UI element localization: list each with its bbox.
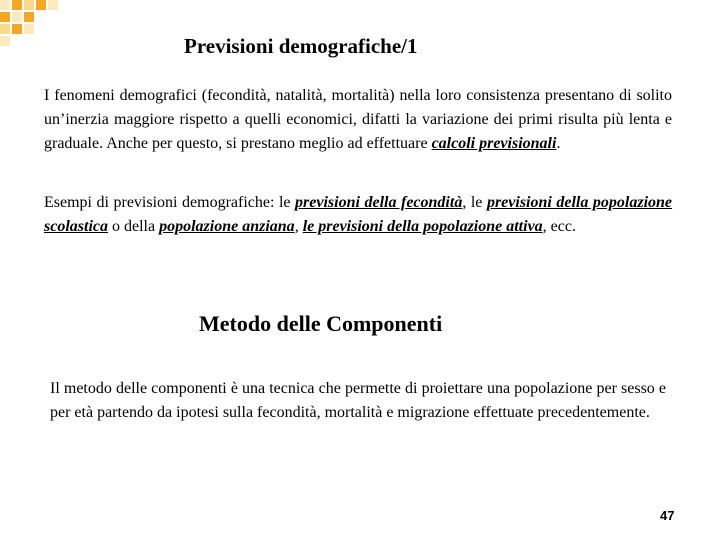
examples-sep1: , le <box>462 194 487 211</box>
examples-intro: Esempi di previsioni demografiche: le <box>44 194 296 211</box>
section-heading: Metodo delle Componenti <box>199 311 443 336</box>
emphasis-calcoli-previsionali: calcoli previsionali <box>431 135 557 152</box>
examples-end: , ecc. <box>542 218 576 235</box>
example-popolazione-attiva: le previsioni della popolazione attiva <box>302 218 543 235</box>
example-fecondita: previsioni della fecondità <box>295 194 463 211</box>
examples-sep3: , <box>294 218 303 235</box>
page-number: 47 <box>660 508 675 523</box>
intro-text: I fenomeni demografici (fecondità, natalità, mortalità) nella loro consistenza presentano di solito un’inerzia maggiore rispetto a quelli economici, difatti la variazione dei primi risulta più lenta e graduale. Anche per questo, si prestano meglio ad effettuare <box>44 87 672 152</box>
example-popolazione-anziana: popolazione anziana <box>159 218 295 235</box>
intro-paragraph <box>44 84 672 156</box>
examples-paragraph <box>44 191 672 239</box>
method-paragraph: Il metodo delle componenti è una tecnica che permette di proiettare una popolazione per sesso e per età partendo da ipotesi sulla fecondità, mortalità e migrazione effettuate precedentemente. <box>50 380 666 421</box>
example-popolazione-scolastica: previsioni della popolazione scolastica <box>44 194 673 235</box>
examples-sep2: o della <box>108 218 160 235</box>
intro-end: . <box>556 135 561 152</box>
page-title: Previsioni demografiche/1 <box>184 34 418 58</box>
corner-squares-graphic <box>0 0 60 50</box>
